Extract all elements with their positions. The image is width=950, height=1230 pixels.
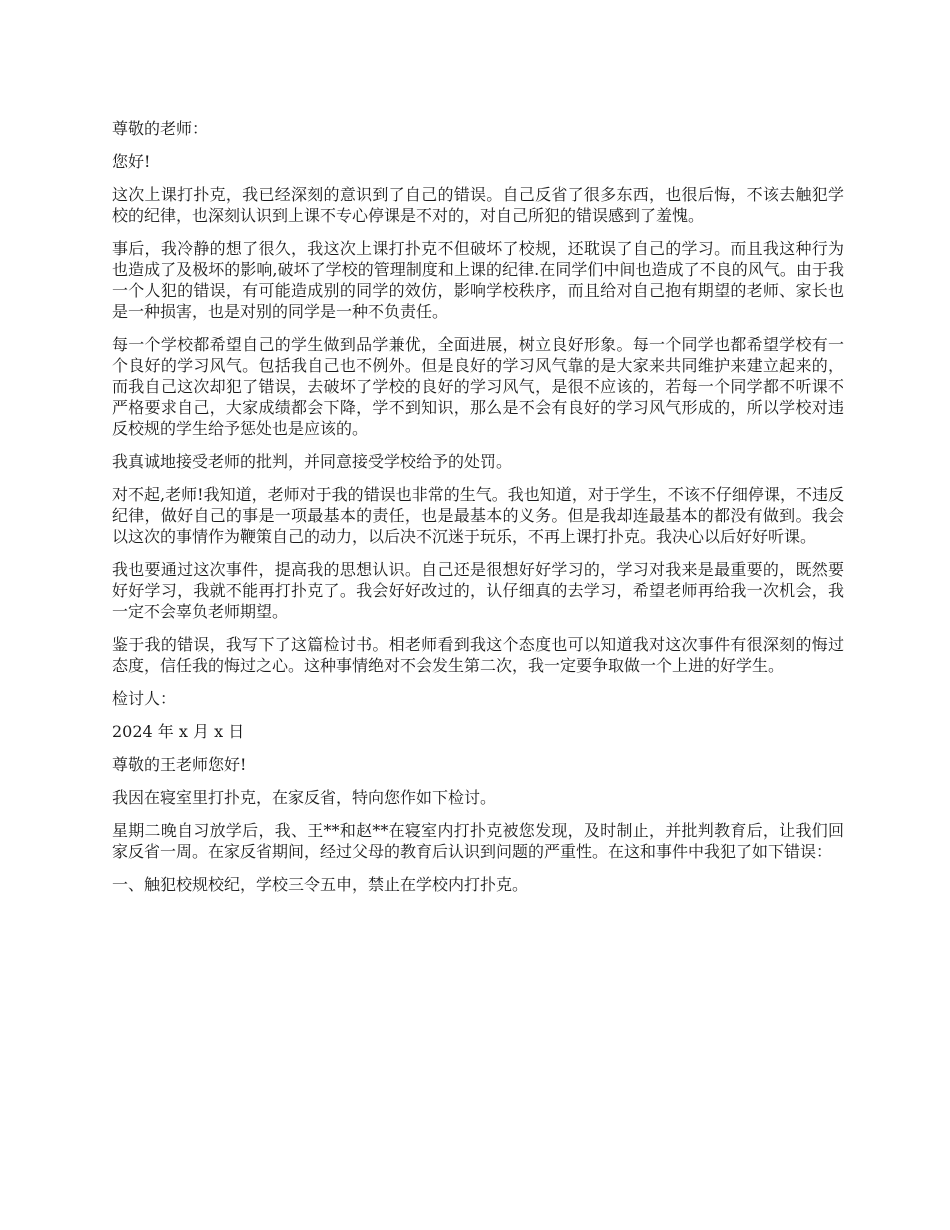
list-item: 一、触犯校规校纪，学校三令五申，禁止在学校内打扑克。	[112, 875, 529, 894]
salutation: 尊敬的老师：	[112, 119, 209, 138]
paragraph: 我因在寝室里打扑克，在家反省，特向您作如下检讨。	[112, 788, 497, 807]
paragraph: 鉴于我的错误，我写下了这篇检讨书。相老师看到我这个态度也可以知道我对这次事件有很深刻的悔过态度，信任我的悔过之心。这种事情绝对不会发生第二次，我一定要争取做一个上进的好学生。	[112, 635, 844, 675]
signature-label: 检讨人：	[112, 689, 177, 708]
second-salutation: 尊敬的王老师您好!	[112, 755, 247, 774]
document-body	[112, 118, 844, 907]
paragraph: 我真诚地接受老师的批判，并同意接受学校给予的处罚。	[112, 452, 513, 471]
greeting: 您好!	[112, 152, 151, 171]
paragraph: 这次上课打扑克，我已经深刻的意识到了自己的错误。自己反省了很多东西，也很后悔，不该去触犯学校的纪律，也深刻认识到上课不专心停课是不对的，对自己所犯的错误感到了羞愧。	[112, 185, 844, 225]
paragraph: 对不起,老师!我知道，老师对于我的错误也非常的生气。我也知道，对于学生，不该不仔细停课，不违反纪律，做好自己的事是一项最基本的责任，也是最基本的义务。但是我却连最基本的都没有做到。我会以这次的事情作为鞭策自己的动力，以后决不沉迷于玩乐，不再上课打扑克。我决心以后好好听课。	[112, 485, 844, 546]
paragraph: 每一个学校都希望自己的学生做到品学兼优，全面进展，树立良好形象。每一个同学也都希望学校有一个良好的学习风气。包括我自己也不例外。但是良好的学习风气靠的是大家来共同维护来建立起来的，而我自己这次却犯了错误，去破坏了学校的良好的学习风气，是很不应该的，若每一个同学都不听课不严格要求自己，大家成绩都会下降，学不到知识，那么是不会有良好的学习风气形成的，所以学校对违反校规的学生给予惩处也是应该的。	[112, 335, 844, 438]
paragraph: 事后，我冷静的想了很久，我这次上课打扑克不但破坏了校规，还耽误了自己的学习。而且我这种行为也造成了及极坏的影响,破坏了学校的管理制度和上课的纪律.在同学们中间也造成了不良的风气。由于我一个人犯的错误，有可能造成别的同学的效仿，影响学校秩序，而且给对自己抱有期望的老师、家长也是一种损害，也是对别的同学是一种不负责任。	[112, 239, 844, 321]
paragraph: 我也要通过这次事件，提高我的思想认识。自己还是很想好好学习的，学习对我来是最重要的，既然要好好学习，我就不能再打扑克了。我会好好改过的，认仔细真的去学习，希望老师再给我一次机会，我一定不会辜负老师期望。	[112, 560, 844, 621]
date-line: 2024 年 x 月 x 日	[112, 722, 245, 741]
paragraph: 星期二晚自习放学后，我、王**和赵**在寝室内打扑克被您发现，及时制止，并批判教育后，让我们回家反省一周。在家反省期间，经过父母的教育后认识到问题的严重性。在这和事件中我犯了如下错误：	[112, 821, 844, 861]
